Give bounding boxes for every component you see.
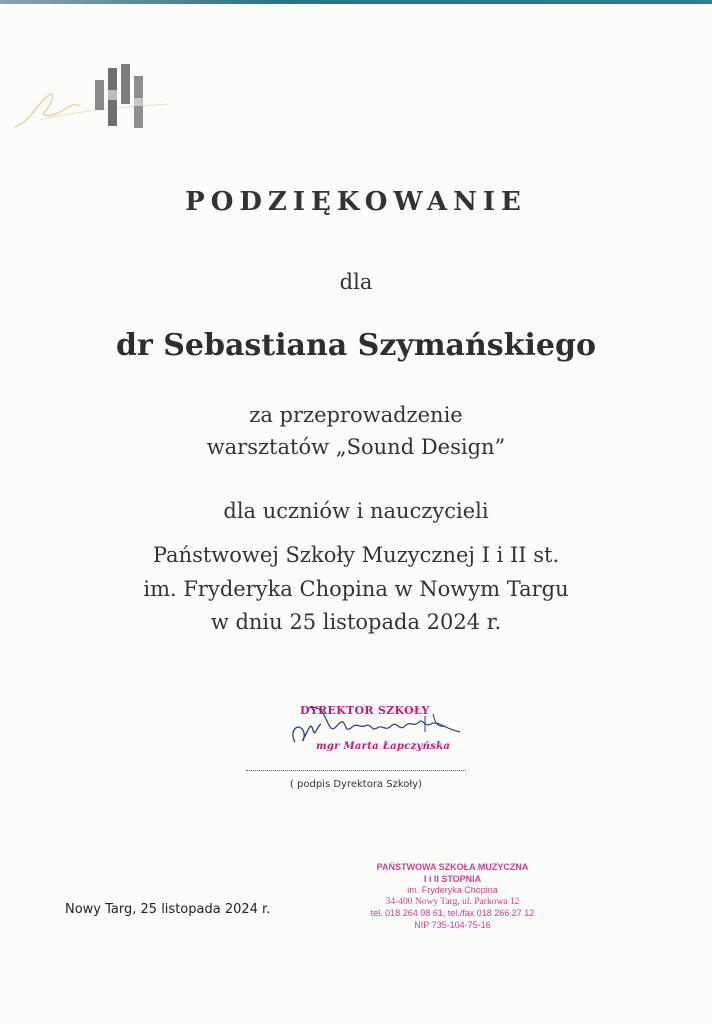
reason-line-1: za przeprowadzenie bbox=[249, 403, 463, 427]
place-and-date: Nowy Targ, 25 listopada 2024 r. bbox=[65, 902, 271, 917]
recipient-name: dr Sebastiana Szymańskiego bbox=[116, 328, 596, 363]
school-stamp bbox=[355, 862, 550, 931]
school-stamp-line-6: NIP 735-104-75-16 bbox=[414, 919, 491, 930]
for-label: dla bbox=[339, 270, 373, 294]
handwritten-signature bbox=[285, 692, 470, 762]
audience-line: dla uczniów i nauczycieli bbox=[223, 499, 489, 523]
director-stamp-name: mgr Marta Łapczyńska bbox=[316, 741, 451, 752]
signature-line bbox=[246, 770, 466, 771]
document-title: PODZIĘKOWANIE bbox=[185, 187, 527, 217]
school-line-2: im. Fryderyka Chopina w Nowym Targu bbox=[143, 577, 569, 601]
school-logo-icon bbox=[90, 62, 150, 130]
top-border-line bbox=[0, 0, 712, 4]
signature-caption: ( podpis Dyrektora Szkoły) bbox=[289, 779, 423, 790]
school-line-1: Państwowej Szkoły Muzycznej I i II st. bbox=[152, 543, 560, 567]
school-stamp-line-4: 34-400 Nowy Targ, ul. Parkowa 12 bbox=[385, 896, 520, 907]
school-stamp-line-3: im. Fryderyka Chopina bbox=[407, 885, 498, 895]
school-stamp-line-5: tel. 018 264 98 61, tel./fax 018 266 27 12 bbox=[370, 908, 535, 918]
reason-line-2: warsztatów „Sound Design” bbox=[206, 435, 506, 459]
director-stamp-title: DYREKTOR SZKOŁY bbox=[300, 704, 430, 717]
school-stamp-line-1: PAŃSTWOWA SZKOŁA MUZYCZNA bbox=[376, 862, 529, 872]
school-stamp-line-2: I i II STOPNIA bbox=[423, 873, 482, 884]
date-line: w dniu 25 listopada 2024 r. bbox=[210, 610, 502, 634]
